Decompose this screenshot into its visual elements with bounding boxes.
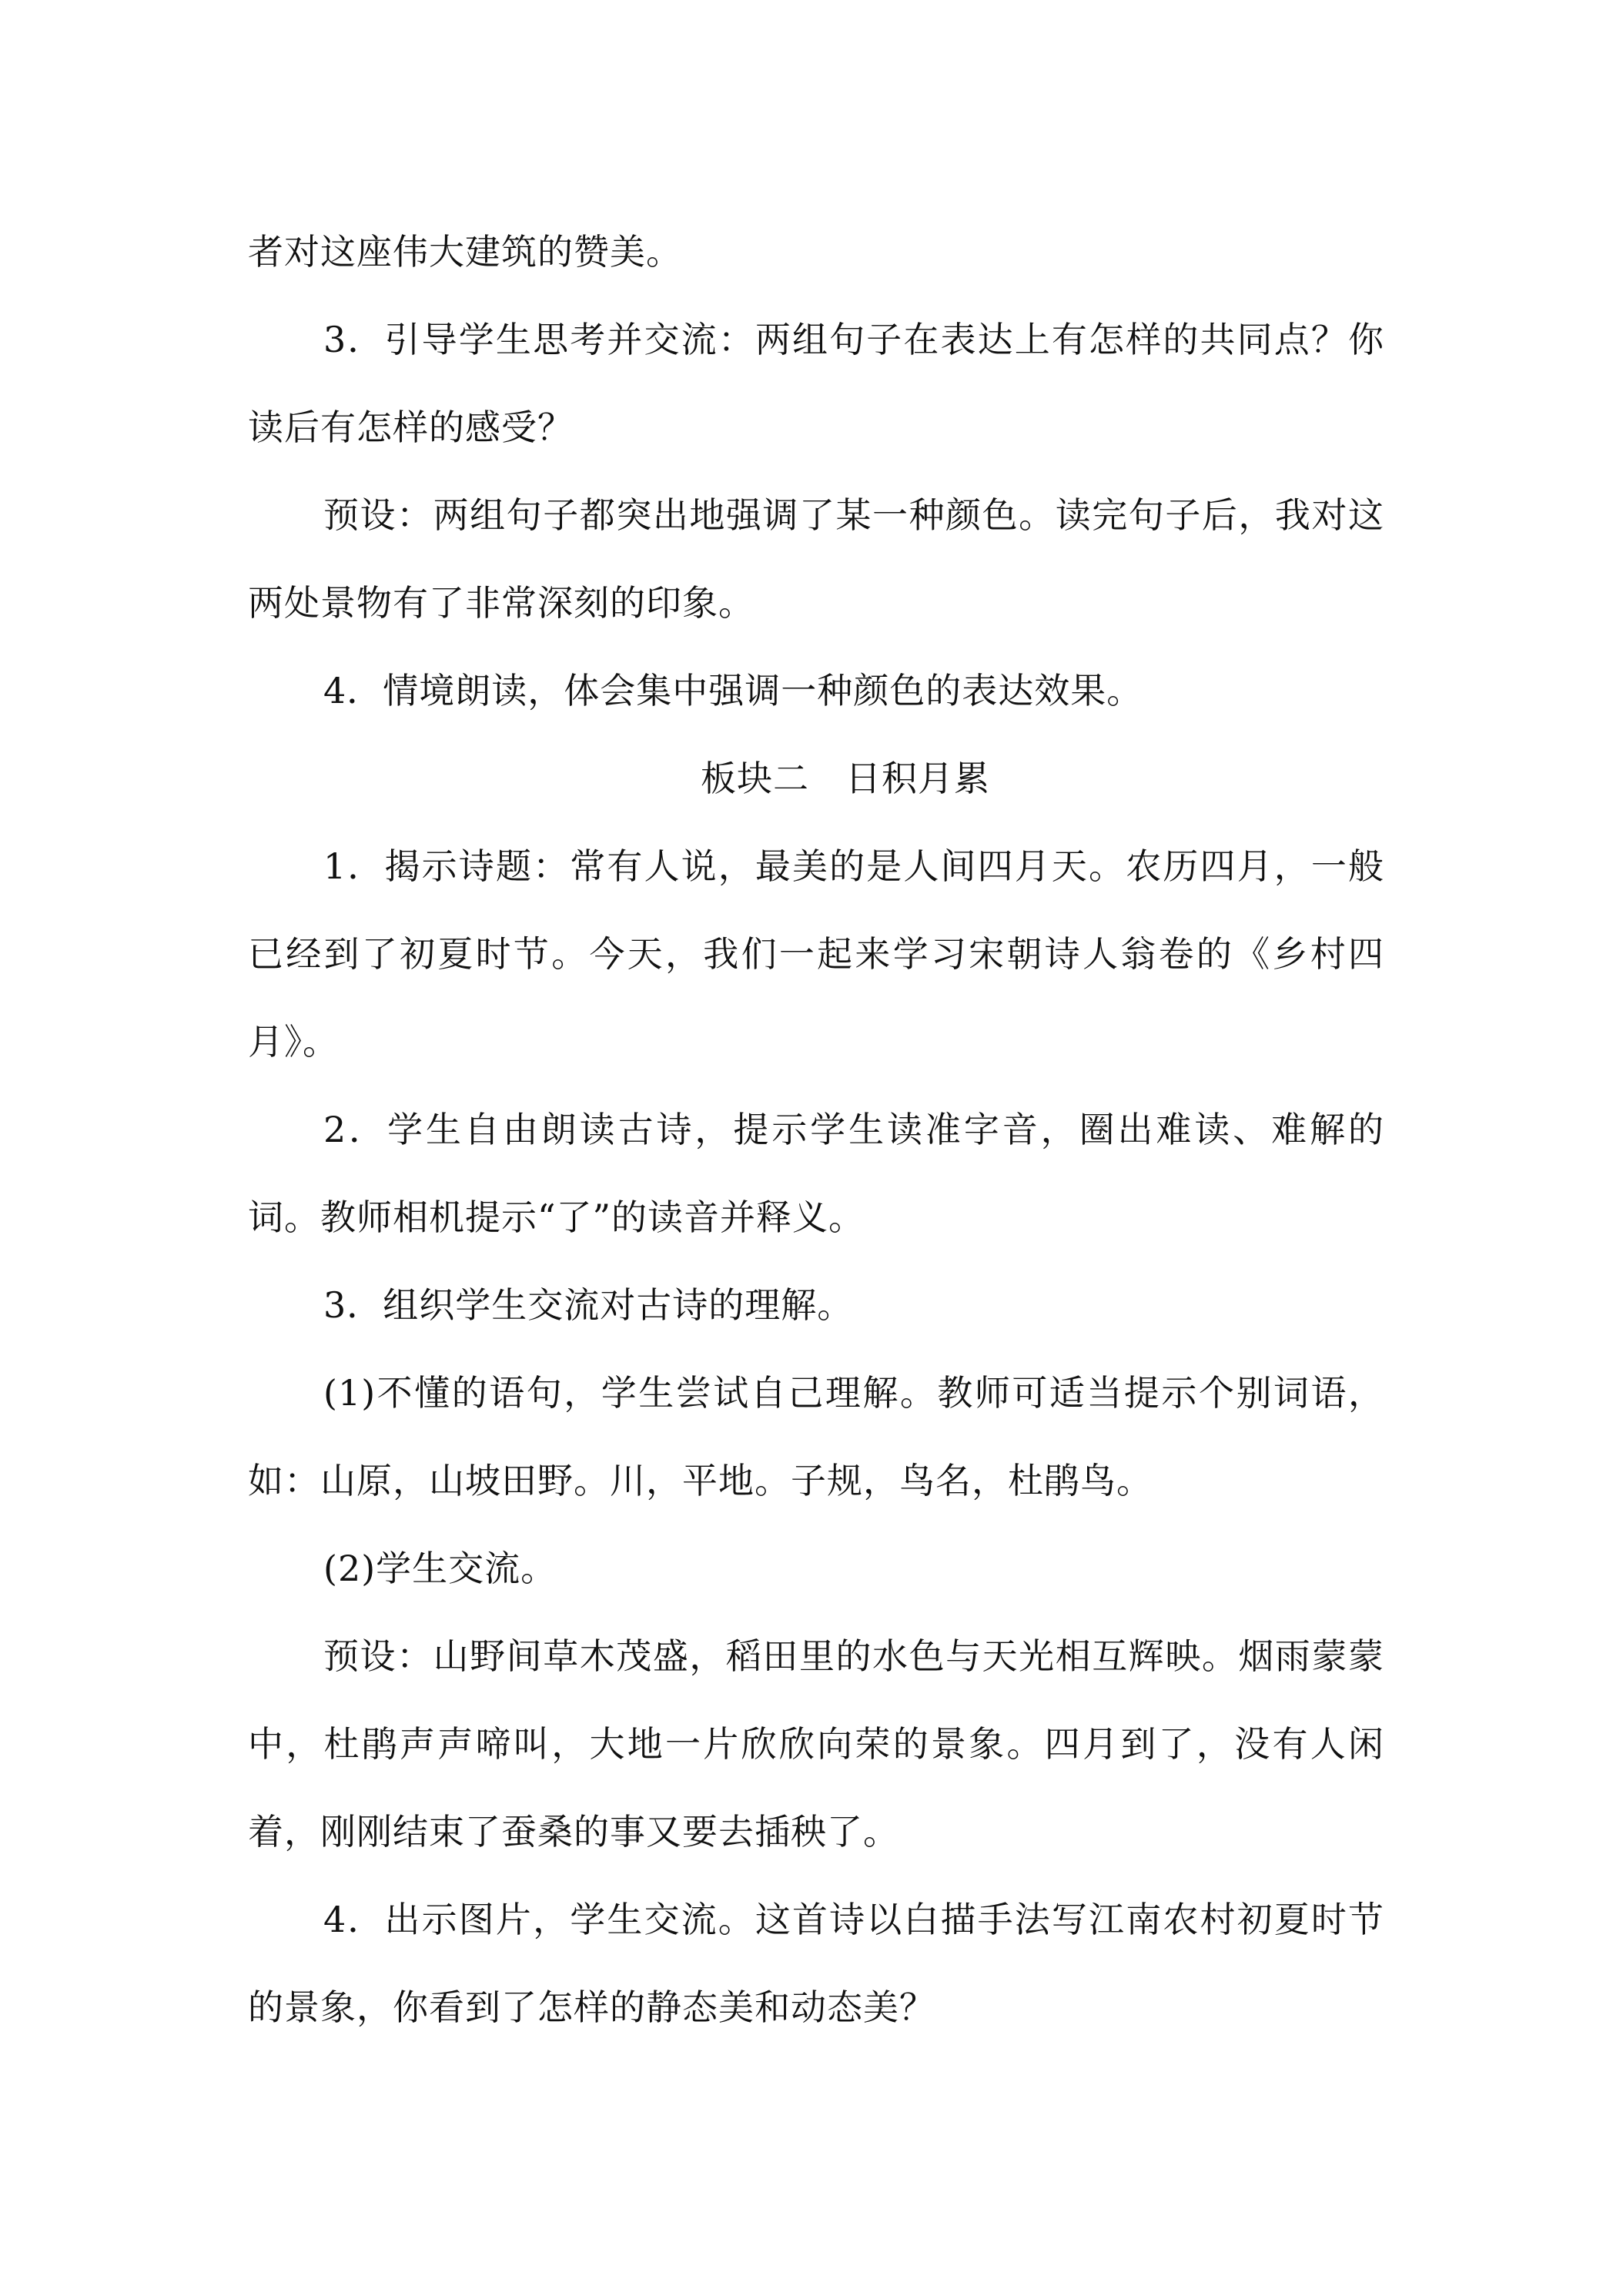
section-heading: 板块二 日积月累 [701, 758, 990, 799]
paragraph-step-4-reading: 4．情境朗读，体会集中强调一种颜色的表达效果。 [323, 670, 1143, 711]
paragraph-continuation: 者对这座伟大建筑的赞美。 [248, 231, 682, 273]
paragraph-sub-item-2: (2)学生交流。 [323, 1548, 557, 1589]
paragraph-step-3-question: 3．引导学生思考并交流：两组句子在表达上有怎样的共同点？你读后有怎样的感受？ [248, 319, 1384, 448]
paragraph-sub-item-1: (1)不懂的语句，学生尝试自己理解。教师可适当提示个别词语，如：山原，山坡田野。川，平地。子规，鸟名，杜鹃鸟。 [248, 1372, 1384, 1501]
paragraph-discussion: 3．组织学生交流对古诗的理解。 [323, 1284, 854, 1326]
document-body [248, 208, 1384, 2051]
paragraph-preset-answer-1: 预设：两组句子都突出地强调了某一种颜色。读完句子后，我对这两处景物有了非常深刻的印象。 [248, 494, 1384, 624]
paragraph-free-reading: 2．学生自由朗读古诗，提示学生读准字音，圈出难读、难解的词。教师相机提示“了”的读音并释义。 [248, 1109, 1384, 1238]
paragraph-preset-answer-2: 预设：山野间草木茂盛，稻田里的水色与天光相互辉映。烟雨蒙蒙中，杜鹃声声啼叫，大地一片欣欣向荣的景象。四月到了，没有人闲着，刚刚结束了蚕桑的事又要去插秧了。 [248, 1635, 1384, 1853]
paragraph-poem-title-intro: 1．揭示诗题：常有人说，最美的是人间四月天。农历四月，一般已经到了初夏时节。今天，我们一起来学习宋朝诗人翁卷的《乡村四月》。 [248, 845, 1384, 1063]
paragraph-step-4-pictures: 4．出示图片，学生交流。这首诗以白描手法写江南农村初夏时节的景象，你看到了怎样的静态美和动态美？ [248, 1899, 1384, 2028]
